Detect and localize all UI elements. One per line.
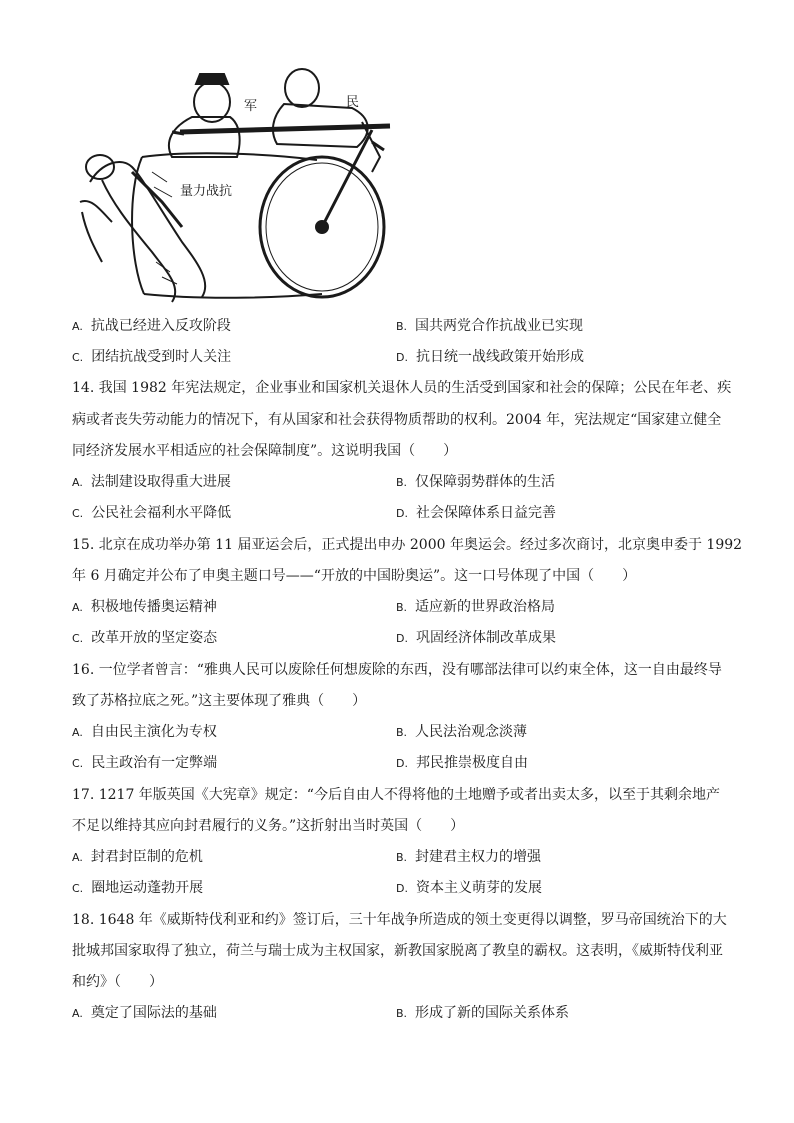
q14-option-d[interactable]: D. 社会保障体系日益完善 [396,505,556,521]
q15-stem-line2: 年 6 月确定并公布了申奥主题口号——“开放的中国盼奥运”。这一口号体现了中国（ ） [72,568,637,584]
q18-option-a[interactable]: A. 奠定了国际法的基础 [72,1005,217,1021]
q16-stem-line2: 致了苏格拉底之死。”这主要体现了雅典（ ） [72,693,367,709]
q14-option-c[interactable]: C. 公民社会福利水平降低 [72,505,232,521]
q13-option-d[interactable]: D. 抗日统一战线政策开始形成 [396,349,584,365]
q15-option-a[interactable]: A. 积极地传播奥运精神 [72,599,217,615]
q18-number: 18. [72,912,95,928]
q13-option-b[interactable]: B. 国共两党合作抗战业已实现 [396,318,584,334]
q15-option-b[interactable]: B. 适应新的世界政治格局 [396,599,556,615]
q18-option-b[interactable]: B. 形成了新的国际关系体系 [396,1005,570,1021]
q16-stem-line1: 16. 一位学者曾言：“雅典人民可以废除任何想废除的东西，没有哪部法律可以约束全体，这一自由最终导 [72,662,722,678]
cartoon-label-soldier: 军 [244,99,258,114]
q14-stem-line1: 14. 我国 1982 年宪法规定，企业事业和国家机关退休人员的生活受到国家和社会的保障；公民在年老、疾 [72,380,732,396]
q14-stem-line2: 病或者丧失劳动能力的情况下，有从国家和社会获得物质帮助的权利。2004 年，宪法规定“国家建立健全 [72,412,722,428]
q17-option-a[interactable]: A. 封君封臣制的危机 [72,849,203,865]
q14-option-a[interactable]: A. 法制建设取得重大进展 [72,474,231,490]
q15-option-c[interactable]: C. 改革开放的坚定姿态 [72,630,218,646]
q17-option-c[interactable]: C. 圈地运动蓬勃开展 [72,880,204,896]
q16-option-d[interactable]: D. 邦民推崇极度自由 [396,755,528,771]
q17-number: 17. [72,787,95,803]
q17-stem-line1: 17. 1217 年版英国《大宪章》规定：“今后自由人不得将他的土地赠予或者出卖太多，以至于其剩余地产 [72,787,720,803]
cartoon-roller-text: 量力战抗 [180,184,233,199]
q13-option-c[interactable]: C. 团结抗战受到时人关注 [72,349,232,365]
q17-option-d[interactable]: D. 资本主义萌芽的发展 [396,880,542,896]
q15-stem-line1: 15. 北京在成功举办第 11 届亚运会后，正式提出申办 2000 年奥运会。经过多次商讨，北京奥申委于 1992 [72,537,743,553]
q14-option-b[interactable]: B. 仅保障弱势群体的生活 [396,474,556,490]
q15-number: 15. [72,537,95,553]
q13-option-a[interactable]: A. 抗战已经进入反攻阶段 [72,318,231,334]
q16-number: 16. [72,662,95,678]
q14-number: 14. [72,380,95,396]
q16-option-a[interactable]: A. 自由民主演化为专权 [72,724,217,740]
q18-stem-line2: 批城邦国家取得了独立，荷兰与瑞士成为主权国家，新教国家脱离了教皇的霸权。这表明，《威斯特伐利亚 [72,943,723,959]
cartoon-label-civilian: 民 [346,95,360,110]
q17-option-b[interactable]: B. 封建君主权力的增强 [396,849,542,865]
q18-stem-line1: 18. 1648 年《威斯特伐利亚和约》签订后，三十年战争所造成的领土变更得以调整，罗马帝国统治下的大 [72,912,727,928]
q15-option-d[interactable]: D. 巩固经济体制改革成果 [396,630,556,646]
q16-option-c[interactable]: C. 民主政治有一定弊端 [72,755,218,771]
q18-stem-line3: 和约》（ ） [72,974,163,990]
q17-stem-line2: 不足以维持其应向封君履行的义务。”这折射出当时英国（ ） [72,818,465,834]
q16-option-b[interactable]: B. 人民法治观念淡薄 [396,724,528,740]
cartoon-illustration [72,62,392,310]
q14-stem-line3: 同经济发展水平相适应的社会保障制度”。这说明我国（ ） [72,443,458,459]
